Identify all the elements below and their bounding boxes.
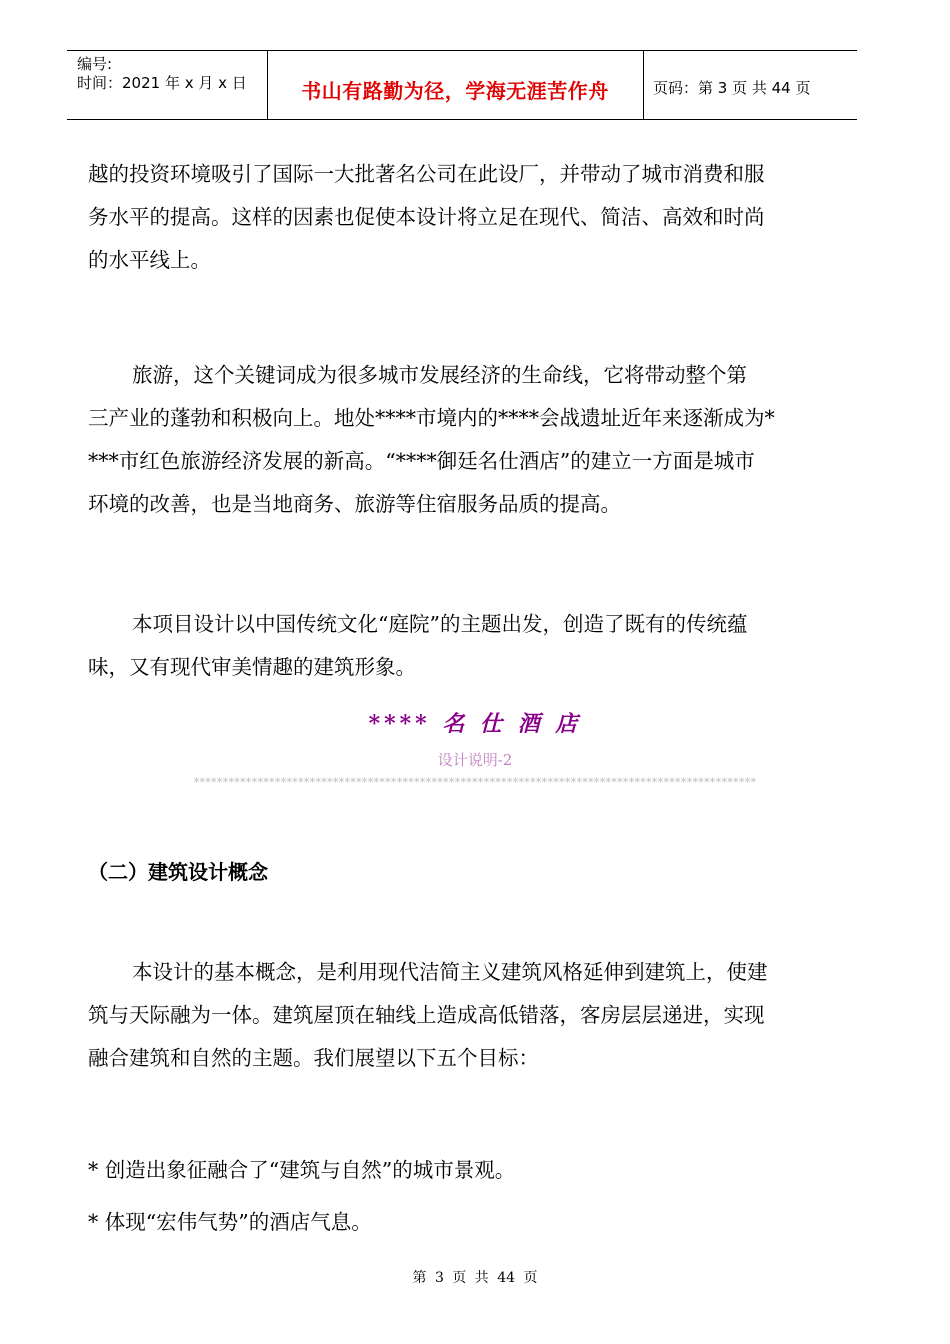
- text-line: 旅游，这个关键词成为很多城市发展经济的生命线，它将带动整个第: [132, 363, 747, 387]
- text-line: 融合建筑和自然的主题。我们展望以下五个目标：: [88, 1046, 539, 1070]
- text-line: 的水平线上。: [88, 248, 211, 272]
- paragraph-investment: [88, 153, 848, 282]
- goal-list-item: * 体现“宏伟气势”的酒店气息。: [88, 1210, 372, 1234]
- paragraph-tourism: [88, 354, 848, 526]
- page-footer: 第 3 页 共 44 页: [412, 1270, 538, 1286]
- text-line: 本项目设计以中国传统文化“庭院”的主题出发，创造了既有的传统蕴: [132, 612, 748, 636]
- page-header: [67, 50, 857, 120]
- goal-list-item: * 创造出象征融合了“建筑与自然”的城市景观。: [88, 1158, 516, 1182]
- text-line: ***市红色旅游经济发展的新高。“****御廷名仕酒店”的建立一方面是城市: [88, 449, 755, 473]
- design-notes-subtitle: 设计说明-2: [437, 751, 513, 769]
- paragraph-courtyard: [88, 603, 848, 689]
- asterisk-divider: *************************************************************************************************: [193, 776, 757, 789]
- text-line: 筑与天际融为一体。建筑屋顶在轴线上造成高低错落，客房层层递进，实现: [88, 1003, 765, 1027]
- text-line: 越的投资环境吸引了国际一大批著名公司在此设厂，并带动了城市消费和服: [88, 162, 765, 186]
- text-line: 环境的改善，也是当地商务、旅游等住宿服务品质的提高。: [88, 492, 621, 516]
- text-line: 三产业的蓬勃和积极向上。地处****市境内的****会战遗址近年来逐渐成为*: [88, 406, 775, 430]
- text-line: 味，又有现代审美情趣的建筑形象。: [88, 655, 416, 679]
- text-line: 本设计的基本概念，是利用现代洁简主义建筑风格延伸到建筑上，使建: [132, 960, 768, 984]
- header-page-number: 页码：第 3 页 共 44 页: [653, 79, 811, 97]
- document-time-label: 时间：2021 年 x 月 x 日: [77, 74, 247, 92]
- header-motto: 书山有路勤为径，学海无涯苦作舟: [301, 79, 609, 103]
- hotel-name-title: **** 名 仕 酒 店: [368, 711, 582, 737]
- paragraph-design-concept: [88, 951, 848, 1080]
- document-number-label: 编号:: [77, 55, 113, 73]
- text-line: 务水平的提高。这样的因素也促使本设计将立足在现代、简洁、高效和时尚: [88, 205, 765, 229]
- header-divider: [643, 51, 644, 119]
- section-heading: （二）建筑设计概念: [88, 860, 268, 884]
- header-meta: [77, 55, 247, 93]
